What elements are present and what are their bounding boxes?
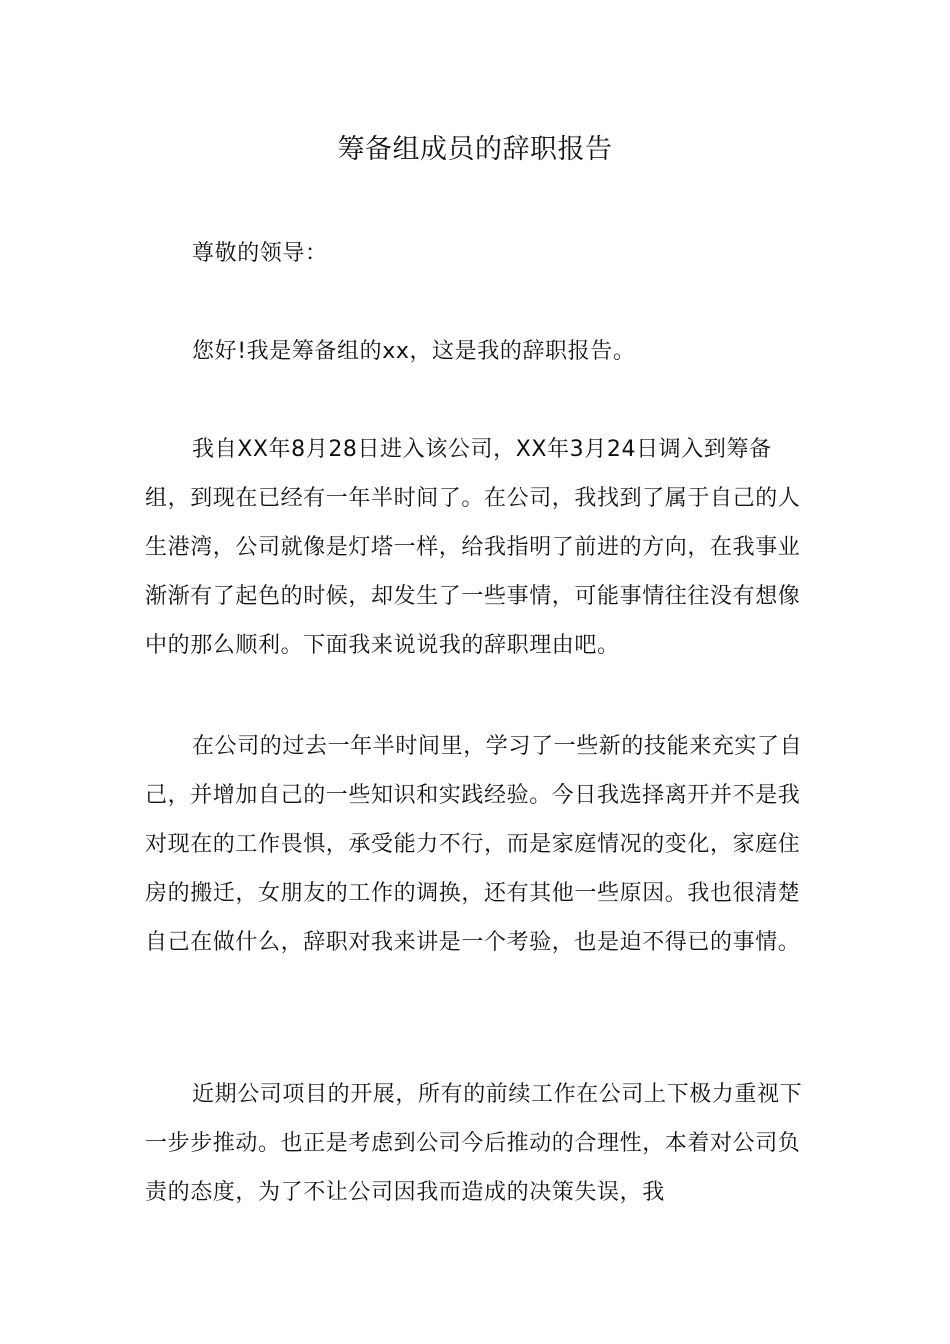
paragraph-background (145, 425, 807, 670)
paragraph-reasons (145, 722, 807, 967)
paragraph-greeting (145, 327, 807, 376)
paragraph-text: 我自XX年8月28日进入该公司，XX年3月24日调入到筹备组，到现在已经有一年半时间了。在公司，我找到了属于自己的人生港湾，公司就像是灯塔一样，给我指明了前进的方向，在我事业渐渐有了起色的时候，却发生了一些事情，可能事情往往没有想像中的那么顺利。下面我来说说我的辞职理由吧。 (145, 437, 801, 658)
paragraph-text: 您好!我是筹备组的xx，这是我的辞职报告。 (192, 339, 636, 364)
paragraph-text: 近期公司项目的开展，所有的前续工作在公司上下极力重视下一步步推动。也正是考虑到公司今后推动的合理性，本着对公司负责的态度，为了不让公司因我而造成的决策失误，我 (145, 1082, 803, 1205)
paragraph-project (145, 1070, 807, 1217)
document-title: 筹备组成员的辞职报告 (337, 134, 613, 165)
paragraph-text: 在公司的过去一年半时间里，学习了一些新的技能来充实了自己，并增加自己的一些知识和实践经验。今日我选择离开并不是我对现在的工作畏惧，承受能力不行，而是家庭情况的变化，家庭住房的搬迁，女朋友的工作的调换，还有其他一些原因。我也很清楚自己在做什么，辞职对我来讲是一个考验，也是迫不得已的事情。 (145, 734, 803, 955)
salutation (145, 229, 807, 278)
salutation-text: 尊敬的领导： (192, 241, 328, 266)
